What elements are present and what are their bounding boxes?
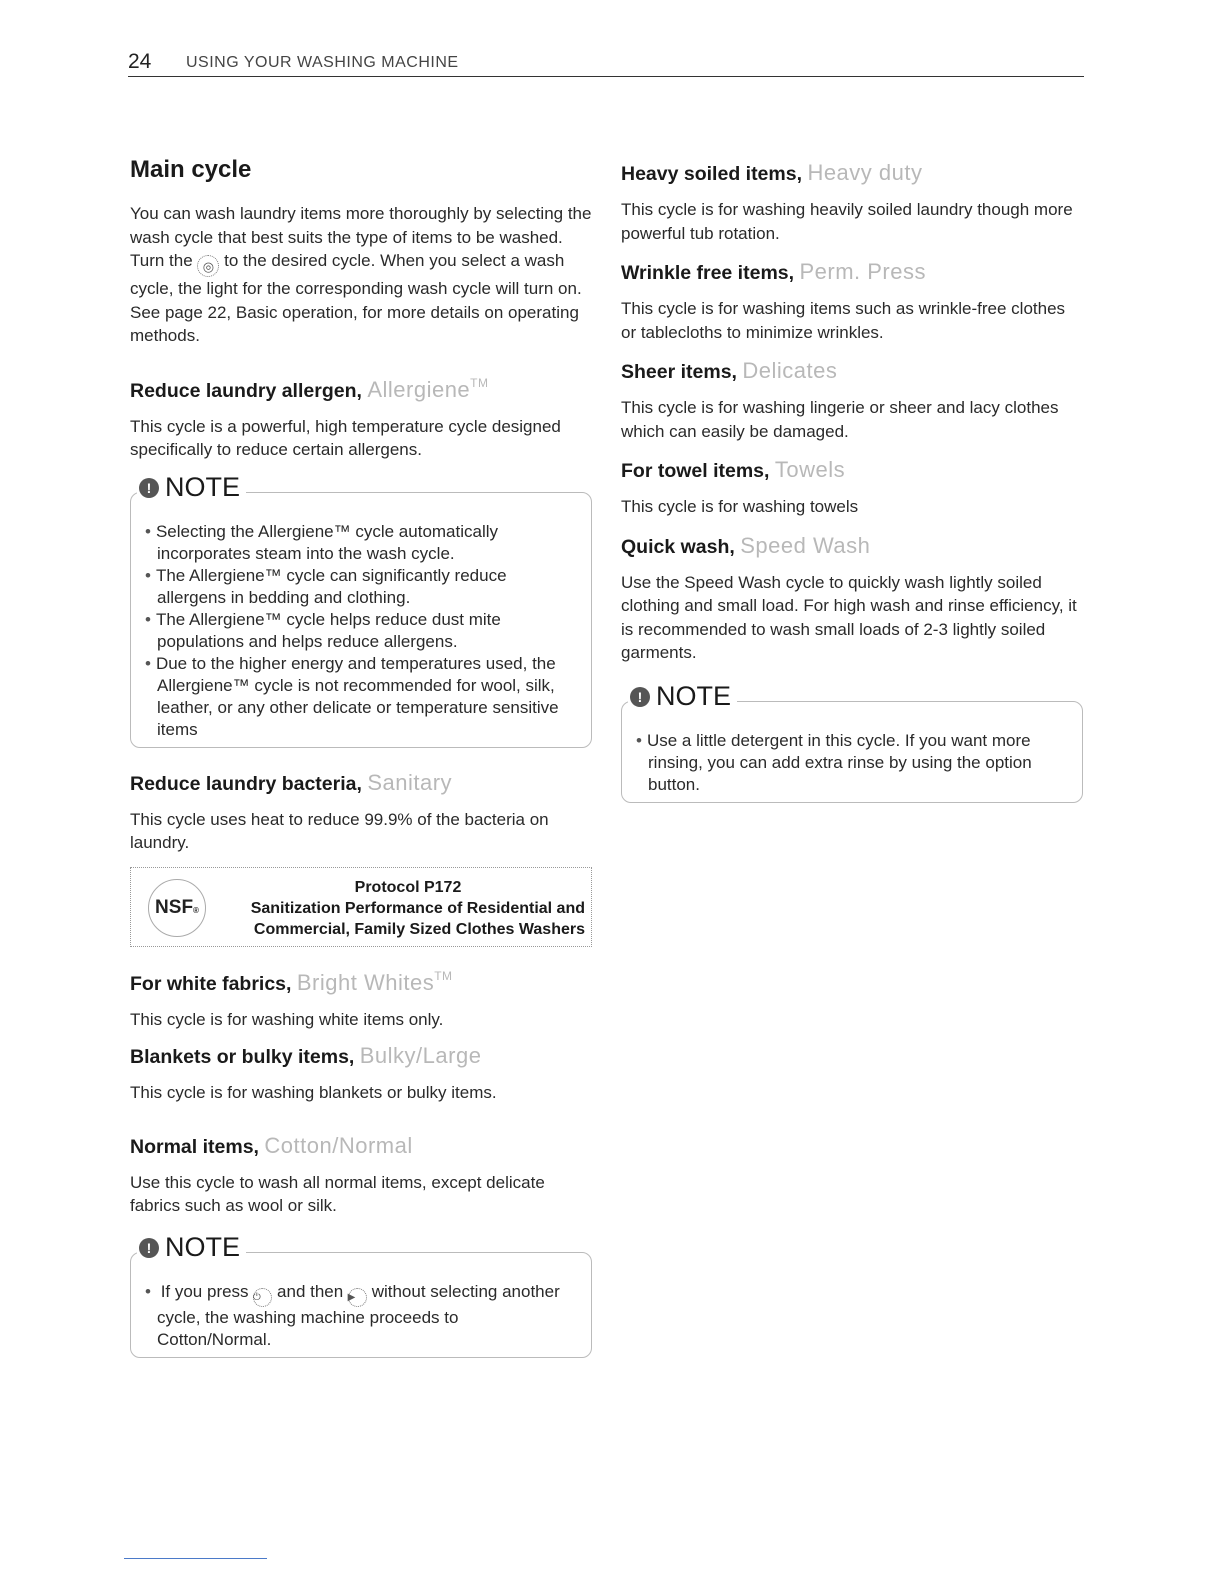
bright-whites-heading: For white fabrics, Bright Whites™: [130, 968, 453, 995]
note-list: [145, 521, 577, 741]
note-item: • Selecting the Allergiene™ cycle automatically incorporates steam into the wash cycle.: [145, 521, 577, 565]
perm-press-cycle-name: Perm. Press: [799, 259, 926, 284]
allergen-description: This cycle is a powerful, high temperature cycle designed specifically to reduce certain allergens.: [130, 416, 561, 459]
footer-rule: [124, 1558, 267, 1559]
towels-description: This cycle is for washing towels: [621, 497, 859, 516]
bulky-heading: Blankets or bulky items, Bulky/Large: [130, 1043, 482, 1068]
normal-description: Use this cycle to wash all normal items, except delicate fabrics such as wool or silk.: [130, 1172, 545, 1215]
perm-press-description: This cycle is for washing items such as wrinkle-free clothes or tablecloths to minimize wrinkles.: [621, 299, 1066, 342]
note-item: • If you press ⏻ and then ▶ without selecting another cycle, the washing machine proceeds to Cotton/Normal.: [145, 1281, 577, 1351]
section-title: USING YOUR WASHING MACHINE: [186, 54, 459, 71]
note-title: ! NOTE: [137, 472, 246, 503]
note-box-normal: [130, 1231, 592, 1358]
nsf-protocol-text: Protocol P172 Sanitization Performance of Residential and Commercial, Family Sized Clothes Washers: [250, 878, 585, 938]
allergiene-cycle-name: Allergiene: [367, 376, 471, 402]
page-number: 24: [128, 50, 152, 73]
note-box-speed-wash: [621, 680, 1083, 803]
delicates-description: This cycle is for washing lingerie or sheer and lacy clothes which can easily be damaged.: [621, 398, 1059, 441]
note-title: ! NOTE: [137, 1232, 246, 1263]
heavy-duty-cycle-name: Heavy duty: [807, 160, 923, 185]
start-pause-button-icon: ▶: [348, 1288, 367, 1307]
note-box-allergiene: [130, 471, 592, 748]
sanitary-cycle-name: Sanitary: [367, 769, 453, 795]
main-cycle-title: Main cycle: [130, 156, 252, 183]
sanitary-description: This cycle uses heat to reduce 99.9% of the bacteria on laundry.: [130, 809, 549, 852]
towels-heading: For towel items, Towels: [621, 457, 846, 482]
speed-wash-cycle-name: Speed Wash: [740, 532, 871, 558]
power-button-icon: ⏻: [253, 1288, 272, 1307]
normal-cycle-name: Cotton/Normal: [264, 1132, 413, 1158]
info-icon: !: [630, 687, 650, 707]
note-item: • Use a little detergent in this cycle. If you want more rinsing, you can add extra rinse by using the option button.: [636, 730, 1068, 796]
left-column: [130, 156, 592, 1376]
bulky-cycle-name: Bulky/Large: [359, 1043, 482, 1068]
sanitary-heading: Reduce laundry bacteria, Sanitary: [130, 769, 453, 795]
perm-press-heading: Wrinkle free items, Perm. Press: [621, 259, 926, 284]
nsf-logo: NSF®: [148, 879, 206, 937]
heavy-duty-heading: Heavy soiled items, Heavy duty: [621, 160, 923, 185]
info-icon: !: [139, 1238, 159, 1258]
normal-heading: Normal items, Cotton/Normal: [130, 1132, 413, 1158]
cycle-dial-icon: ◎: [197, 255, 219, 277]
bulky-description: This cycle is for washing blankets or bulky items.: [130, 1083, 497, 1102]
towels-cycle-name: Towels: [774, 457, 846, 482]
nsf-certification-box: [130, 867, 592, 947]
page-header: [128, 48, 1084, 77]
bright-whites-cycle-name: Bright Whites: [296, 969, 435, 995]
speed-wash-heading: Quick wash, Speed Wash: [621, 532, 871, 558]
note-list: [145, 1281, 577, 1351]
note-list: [636, 730, 1068, 796]
note-item: • Due to the higher energy and temperatures used, the Allergiene™ cycle is not recommended for wool, silk, leather, or any other delicate or temperature sensitive items: [145, 653, 577, 741]
allergen-heading: Reduce laundry allergen, Allergiene™: [130, 375, 489, 402]
right-column: [621, 156, 1083, 821]
delicates-heading: Sheer items, Delicates: [621, 358, 838, 383]
note-item: • The Allergiene™ cycle can significantly reduce allergens in bedding and clothing.: [145, 565, 577, 609]
note-item: • The Allergiene™ cycle helps reduce dust mite populations and helps reduce allergens.: [145, 609, 577, 653]
delicates-cycle-name: Delicates: [742, 358, 838, 383]
speed-wash-description: Use the Speed Wash cycle to quickly wash lightly soiled clothing and small load. For high wash and rinse efficiency, it is recommended to wash small loads of 2-3 lightly soiled garments.: [621, 572, 1077, 662]
info-icon: !: [139, 478, 159, 498]
heavy-duty-description: This cycle is for washing heavily soiled laundry though more powerful tub rotation.: [621, 200, 1073, 243]
bright-whites-description: This cycle is for washing white items only.: [130, 1009, 444, 1029]
note-title: ! NOTE: [628, 681, 737, 712]
main-cycle-intro: You can wash laundry items more thoroughly by selecting the wash cycle that best suits the type of items to be washed. Turn the ◎ to the desired cycle. When you select a wash cycle, the light for the corresponding wash cycle will turn on. See page 22, Basic operation, for more details on operating methods.: [130, 204, 592, 345]
